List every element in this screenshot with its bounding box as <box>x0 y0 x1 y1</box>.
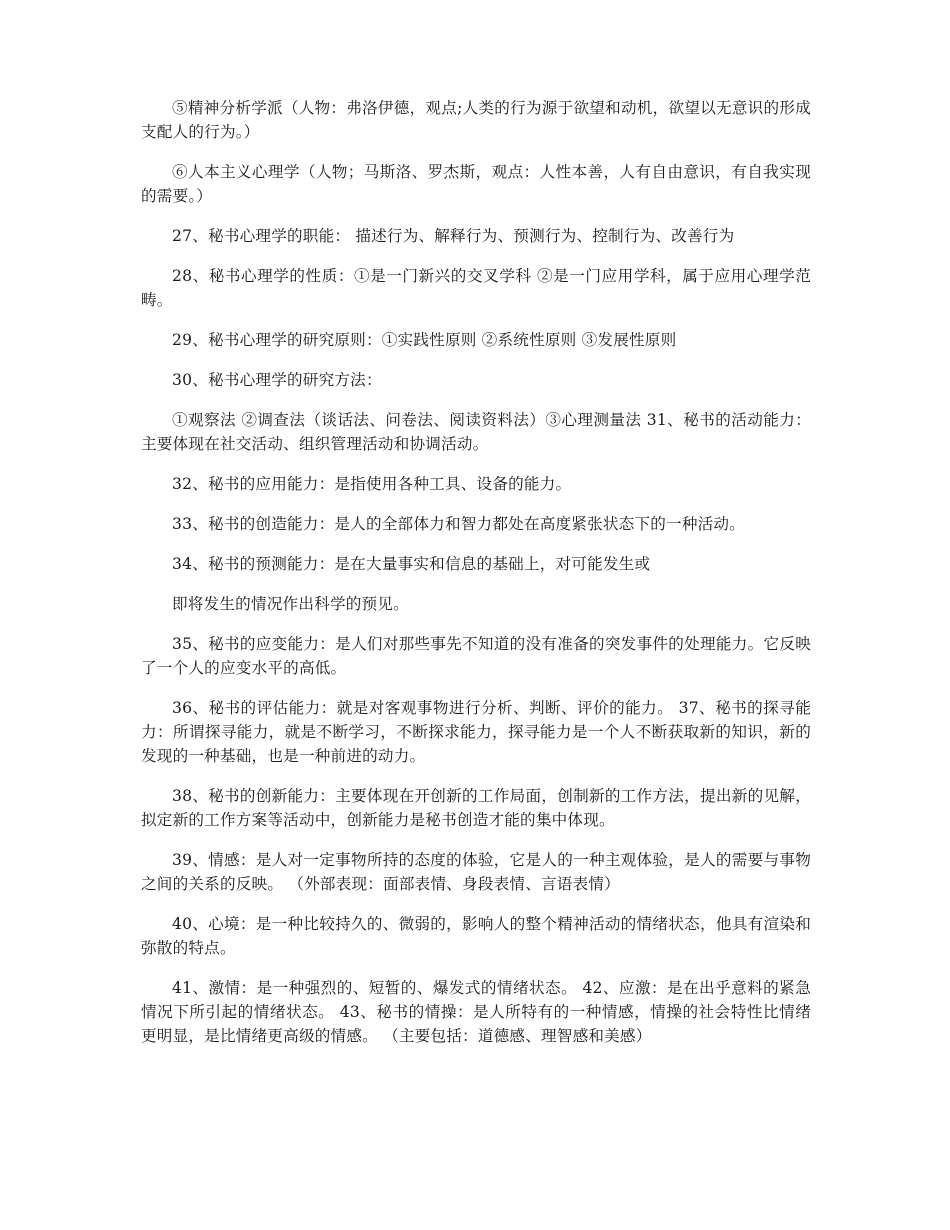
document-body <box>141 96 811 1064</box>
paragraph-32-application: 32、秘书的应用能力：是指使用各种工具、设备的能力。 <box>172 475 572 493</box>
paragraph-38-innovation: 38、秘书的创新能力：主要体现在开创新的工作局面，创制新的工作方法，提出新的见解，拟定新的工作方案等活动中，创新能力是秘书创造才能的集中体现。 <box>141 787 811 829</box>
paragraph-40-mood: 40、心境：是一种比较持久的、微弱的，影响人的整个精神活动的情绪状态，他具有渲染和弥散的特点。 <box>141 915 811 957</box>
paragraph-psychoanalysis: ⑤精神分析学派（人物：弗洛伊德，观点;人类的行为源于欲望和动机，欲望以无意识的形成支配人的行为。） <box>141 99 811 141</box>
paragraph-41-43-passion-stress-sentiment: 41、激情：是一种强烈的、短暂的、爆发式的情绪状态。 42、应激：是在出乎意料的紧急情况下所引起的情绪状态。 43、秘书的情操：是人所特有的一种情感，情操的社会特性比情绪更明显，是比情绪更高级的情感。 （主要包括：道德感、理智感和美感） <box>141 979 811 1045</box>
paragraph-36-37-evaluation-exploration: 36、秘书的评估能力：就是对客观事物进行分析、判断、评价的能力。 37、秘书的探寻能力：所谓探寻能力，就是不断学习，不断探求能力，探寻能力是一个人不断获取新的知识，新的发现的一种基础，也是一种前进的动力。 <box>141 699 811 765</box>
paragraph-39-emotion: 39、情感：是人对一定事物所持的态度的体验，它是人的一种主观体验，是人的需要与事物之间的关系的反映。 （外部表现：面部表情、身段表情、言语表情） <box>141 851 811 893</box>
paragraph-34-continued: 即将发生的情况作出科学的预见。 <box>172 595 409 613</box>
paragraph-methods-list-31: ①观察法 ②调查法（谈话法、问卷法、阅读资料法）③心理测量法 31、秘书的活动能力：主要体现在社交活动、组织管理活动和协调活动。 <box>141 411 811 453</box>
paragraph-humanistic-psychology: ⑥人本主义心理学（人物；马斯洛、罗杰斯，观点：人性本善，人有自由意识，有自我实现的需要。） <box>141 163 811 205</box>
paragraph-27-functions: 27、秘书心理学的职能： 描述行为、解释行为、预测行为、控制行为、改善行为 <box>172 227 735 245</box>
paragraph-30-methods: 30、秘书心理学的研究方法： <box>172 371 382 389</box>
paragraph-29-principles: 29、秘书心理学的研究原则：①实践性原则 ②系统性原则 ③发展性原则 <box>172 331 677 349</box>
paragraph-35-adaptability: 35、秘书的应变能力：是人们对那些事先不知道的没有准备的突发事件的处理能力。它反映了一个人的应变水平的高低。 <box>141 635 811 677</box>
paragraph-28-nature: 28、秘书心理学的性质：①是一门新兴的交叉学科 ②是一门应用学科，属于应用心理学范畴。 <box>141 267 811 309</box>
paragraph-33-creation: 33、秘书的创造能力：是人的全部体力和智力都处在高度紧张状态下的一种活动。 <box>172 515 746 533</box>
paragraph-34-prediction: 34、秘书的预测能力：是在大量事实和信息的基础上，对可能发生或 <box>172 555 651 573</box>
